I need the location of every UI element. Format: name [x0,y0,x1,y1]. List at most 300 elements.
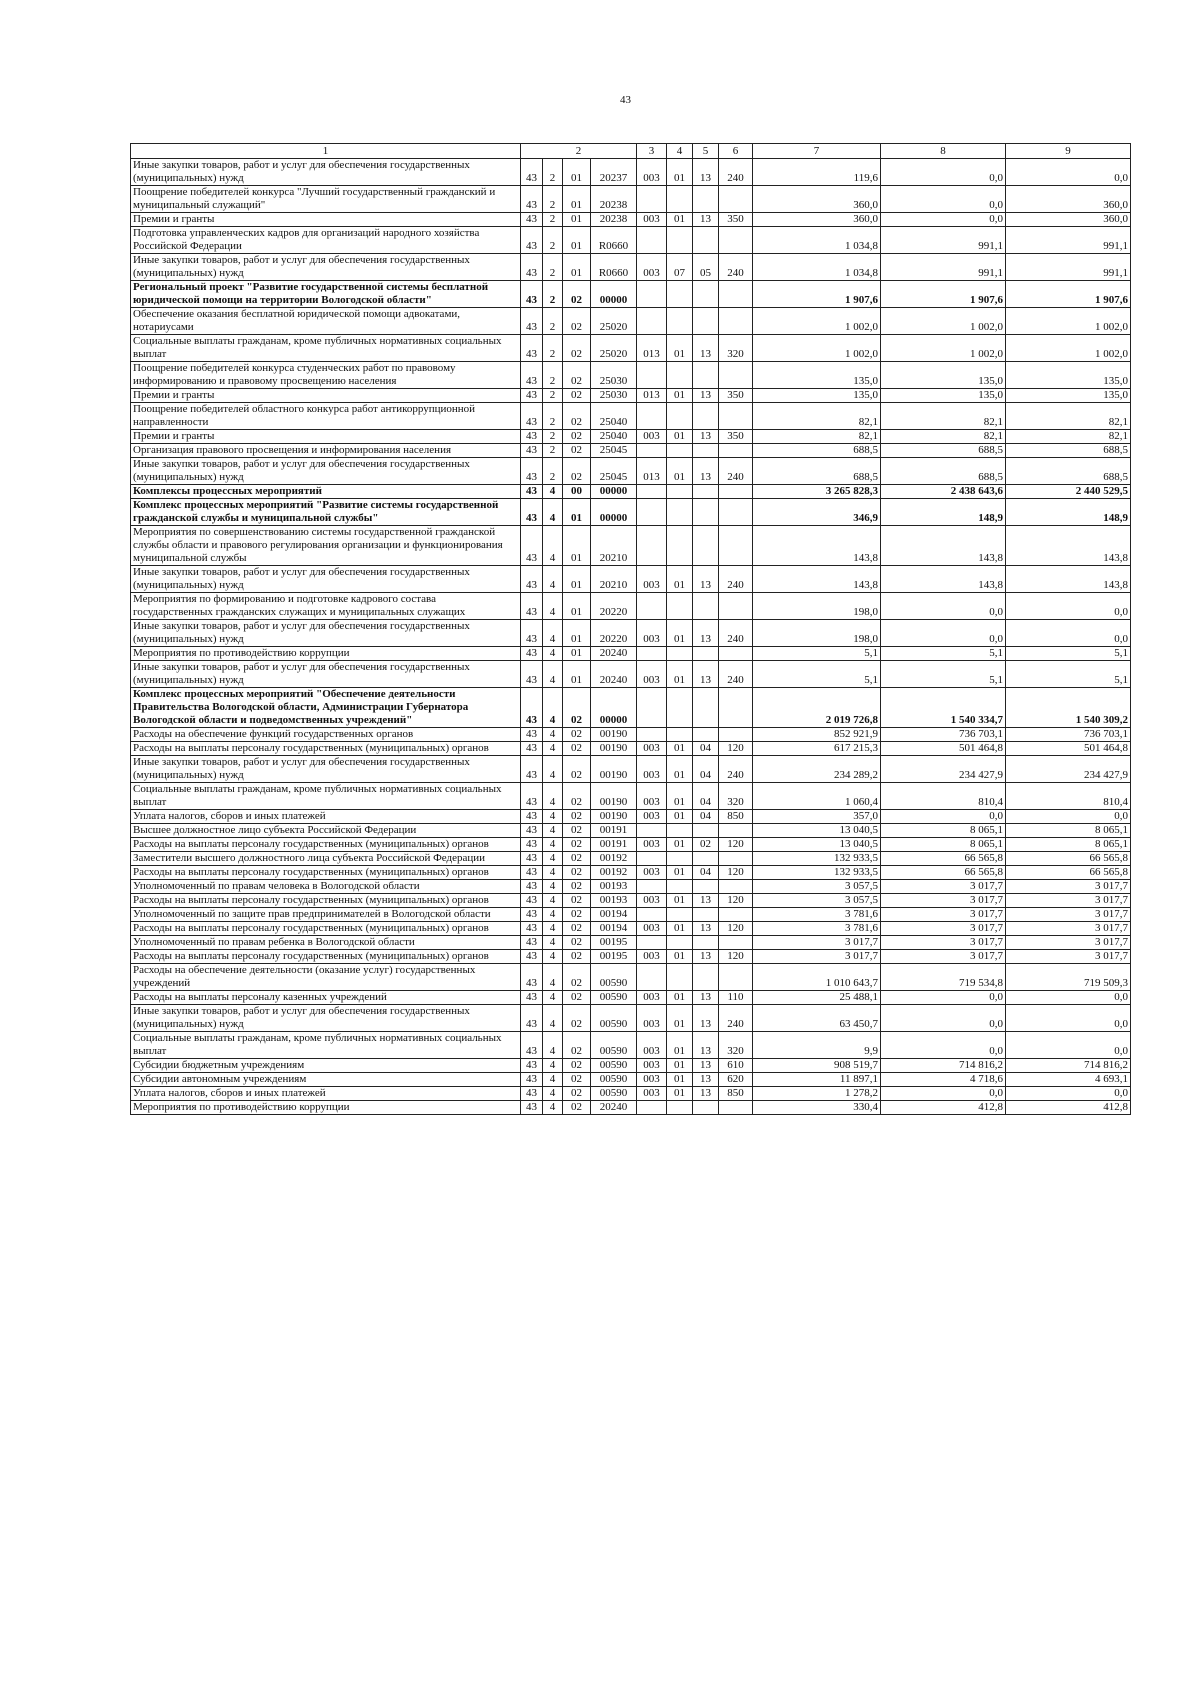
value-col-9: 3 017,7 [1006,894,1131,908]
code-type: 2 [543,458,563,485]
table-row [131,620,1131,647]
value-col-7: 143,8 [753,526,881,566]
code-direction: 20237 [591,159,637,186]
row-name: Расходы на обеспечение функций государственных органов [131,728,521,742]
code-subsection: 13 [693,213,719,227]
table-row [131,499,1131,526]
code-expense-type [719,499,753,526]
value-col-8: 688,5 [881,458,1006,485]
code-department: 003 [637,991,667,1005]
value-col-9: 0,0 [1006,810,1131,824]
code-program: 43 [521,444,543,458]
code-program: 43 [521,1101,543,1115]
code-program: 43 [521,810,543,824]
code-direction: 00590 [591,1073,637,1087]
value-col-7: 1 278,2 [753,1087,881,1101]
budget-table [130,143,1131,1115]
code-subsection [693,824,719,838]
code-expense-type [719,444,753,458]
code-expense-type: 240 [719,159,753,186]
code-program: 43 [521,458,543,485]
code-direction: 00190 [591,742,637,756]
code-subprogram: 01 [563,620,591,647]
code-expense-type: 240 [719,620,753,647]
code-program: 43 [521,728,543,742]
code-type: 4 [543,1059,563,1073]
code-department [637,281,667,308]
value-col-9: 0,0 [1006,593,1131,620]
code-direction: 00590 [591,1005,637,1032]
code-program: 43 [521,159,543,186]
value-col-8: 2 438 643,6 [881,485,1006,499]
table-row [131,783,1131,810]
table-row [131,593,1131,620]
code-direction: 00190 [591,728,637,742]
code-subsection: 13 [693,430,719,444]
code-program: 43 [521,742,543,756]
row-name: Иные закупки товаров, работ и услуг для обеспечения государственных (муниципальных) нужд [131,566,521,593]
code-section: 01 [667,756,693,783]
value-col-8: 719 534,8 [881,964,1006,991]
header-col-6: 6 [719,144,753,159]
code-subsection [693,281,719,308]
code-type: 4 [543,894,563,908]
value-col-7: 908 519,7 [753,1059,881,1073]
code-subprogram: 01 [563,526,591,566]
value-col-8: 412,8 [881,1101,1006,1115]
code-expense-type [719,908,753,922]
code-section [667,485,693,499]
code-subprogram: 02 [563,430,591,444]
code-type: 4 [543,991,563,1005]
value-col-7: 360,0 [753,213,881,227]
code-subsection [693,485,719,499]
code-type: 4 [543,1073,563,1087]
value-col-8: 135,0 [881,362,1006,389]
code-subprogram: 02 [563,922,591,936]
table-row [131,1087,1131,1101]
code-subsection [693,593,719,620]
code-type: 2 [543,159,563,186]
code-subprogram: 02 [563,1059,591,1073]
code-type: 2 [543,308,563,335]
value-col-8: 82,1 [881,403,1006,430]
code-subsection: 02 [693,838,719,852]
code-subsection: 04 [693,810,719,824]
value-col-9: 82,1 [1006,403,1131,430]
row-name: Высшее должностное лицо субъекта Российской Федерации [131,824,521,838]
code-department [637,728,667,742]
value-col-9: 143,8 [1006,566,1131,593]
code-subsection [693,186,719,213]
code-program: 43 [521,647,543,661]
code-direction: 20210 [591,566,637,593]
code-type: 4 [543,688,563,728]
code-type: 4 [543,661,563,688]
header-col-9: 9 [1006,144,1131,159]
table-row [131,159,1131,186]
code-direction: 00193 [591,880,637,894]
code-type: 4 [543,936,563,950]
code-subprogram: 01 [563,566,591,593]
code-direction: 00191 [591,838,637,852]
code-direction: 00190 [591,810,637,824]
table-row [131,444,1131,458]
code-expense-type: 850 [719,810,753,824]
value-col-9: 5,1 [1006,661,1131,688]
code-type: 2 [543,254,563,281]
code-expense-type [719,688,753,728]
code-department [637,688,667,728]
code-department [637,647,667,661]
row-name: Иные закупки товаров, работ и услуг для обеспечения государственных (муниципальных) нужд [131,756,521,783]
code-subprogram: 01 [563,593,591,620]
code-subprogram: 01 [563,661,591,688]
code-expense-type: 240 [719,1005,753,1032]
row-name: Социальные выплаты гражданам, кроме публичных нормативных социальных выплат [131,783,521,810]
code-type: 4 [543,964,563,991]
code-program: 43 [521,964,543,991]
row-name: Мероприятия по совершенствованию системы государственной гражданской службы области и правового регулирования организации и функционирования муниципальной службы [131,526,521,566]
value-col-8: 143,8 [881,526,1006,566]
code-type: 2 [543,227,563,254]
table-row [131,389,1131,403]
code-subprogram: 01 [563,254,591,281]
code-subsection [693,444,719,458]
table-row [131,824,1131,838]
value-col-8: 688,5 [881,444,1006,458]
code-program: 43 [521,894,543,908]
code-program: 43 [521,991,543,1005]
code-department [637,444,667,458]
code-section [667,647,693,661]
table-row [131,403,1131,430]
value-col-7: 1 002,0 [753,335,881,362]
table-row [131,838,1131,852]
value-col-7: 135,0 [753,389,881,403]
table-row [131,756,1131,783]
code-section [667,908,693,922]
code-direction: 00190 [591,783,637,810]
code-subsection: 13 [693,1005,719,1032]
code-expense-type [719,526,753,566]
row-name: Уполномоченный по защите прав предпринимателей в Вологодской области [131,908,521,922]
value-col-9: 1 002,0 [1006,308,1131,335]
code-subprogram: 02 [563,1005,591,1032]
row-name: Иные закупки товаров, работ и услуг для обеспечения государственных (муниципальных) нужд [131,458,521,485]
row-name: Комплекс процессных мероприятий "Обеспечение деятельности Правительства Вологодской области, Администрации Губернатора Вологодской области и подведомственных учреждений" [131,688,521,728]
row-name: Субсидии автономным учреждениям [131,1073,521,1087]
value-col-8: 714 816,2 [881,1059,1006,1073]
table-row [131,430,1131,444]
code-section [667,728,693,742]
code-department: 003 [637,159,667,186]
table-row [131,1059,1131,1073]
value-col-8: 143,8 [881,566,1006,593]
table-row [131,227,1131,254]
code-program: 43 [521,389,543,403]
code-department: 003 [637,922,667,936]
code-program: 43 [521,783,543,810]
value-col-9: 148,9 [1006,499,1131,526]
code-direction: 00190 [591,756,637,783]
value-col-9: 3 017,7 [1006,908,1131,922]
value-col-8: 3 017,7 [881,936,1006,950]
value-col-7: 1 907,6 [753,281,881,308]
value-col-8: 0,0 [881,620,1006,647]
value-col-7: 1 002,0 [753,308,881,335]
code-subprogram: 02 [563,880,591,894]
code-section: 01 [667,894,693,908]
code-type: 4 [543,852,563,866]
value-col-7: 3 781,6 [753,922,881,936]
code-expense-type: 120 [719,866,753,880]
code-expense-type [719,647,753,661]
code-type: 2 [543,362,563,389]
code-section [667,526,693,566]
code-subsection [693,964,719,991]
row-name: Премии и гранты [131,430,521,444]
value-col-8: 135,0 [881,389,1006,403]
value-col-8: 5,1 [881,661,1006,688]
code-direction: 00194 [591,908,637,922]
code-subprogram: 02 [563,444,591,458]
value-col-8: 66 565,8 [881,866,1006,880]
code-subprogram: 02 [563,991,591,1005]
code-direction: 00590 [591,964,637,991]
code-direction: 20238 [591,213,637,227]
table-body [131,159,1131,1115]
code-subprogram: 02 [563,1073,591,1087]
header-col-3: 3 [637,144,667,159]
value-col-8: 148,9 [881,499,1006,526]
table-row [131,566,1131,593]
code-program: 43 [521,852,543,866]
row-name: Уплата налогов, сборов и иных платежей [131,1087,521,1101]
code-expense-type: 120 [719,838,753,852]
table-row [131,991,1131,1005]
code-department: 013 [637,458,667,485]
value-col-8: 736 703,1 [881,728,1006,742]
value-col-8: 1 540 334,7 [881,688,1006,728]
code-section [667,936,693,950]
code-expense-type: 240 [719,458,753,485]
code-subprogram: 02 [563,1087,591,1101]
table-row [131,936,1131,950]
code-department [637,526,667,566]
code-direction: 25040 [591,403,637,430]
code-department: 003 [637,1005,667,1032]
row-name: Расходы на выплаты персоналу казенных учреждений [131,991,521,1005]
code-type: 4 [543,593,563,620]
code-program: 43 [521,880,543,894]
code-type: 4 [543,810,563,824]
value-col-8: 0,0 [881,1087,1006,1101]
row-name: Мероприятия по формированию и подготовке кадрового состава государственных гражданских служащих и муниципальных служащих [131,593,521,620]
value-col-7: 2 019 726,8 [753,688,881,728]
code-expense-type: 350 [719,213,753,227]
code-program: 43 [521,566,543,593]
code-subsection [693,728,719,742]
table-row [131,894,1131,908]
table-row [131,1005,1131,1032]
code-section [667,824,693,838]
code-section: 01 [667,950,693,964]
code-type: 2 [543,444,563,458]
value-col-9: 736 703,1 [1006,728,1131,742]
row-name: Уплата налогов, сборов и иных платежей [131,810,521,824]
code-subsection: 13 [693,620,719,647]
code-type: 2 [543,335,563,362]
value-col-7: 234 289,2 [753,756,881,783]
code-expense-type: 120 [719,894,753,908]
value-col-9: 3 017,7 [1006,922,1131,936]
code-type: 2 [543,430,563,444]
value-col-7: 13 040,5 [753,838,881,852]
code-subprogram: 02 [563,783,591,810]
value-col-8: 0,0 [881,213,1006,227]
code-type: 4 [543,499,563,526]
value-col-8: 5,1 [881,647,1006,661]
code-type: 2 [543,281,563,308]
code-subprogram: 02 [563,728,591,742]
code-subprogram: 02 [563,908,591,922]
code-subprogram: 02 [563,688,591,728]
code-department: 003 [637,620,667,647]
code-direction: 00000 [591,485,637,499]
code-subsection: 13 [693,991,719,1005]
code-subsection: 13 [693,566,719,593]
code-expense-type [719,852,753,866]
code-expense-type: 240 [719,661,753,688]
code-department [637,936,667,950]
code-program: 43 [521,1005,543,1032]
value-col-7: 1 010 643,7 [753,964,881,991]
code-direction: 20240 [591,1101,637,1115]
table-row [131,526,1131,566]
value-col-9: 143,8 [1006,526,1131,566]
code-direction: 00000 [591,499,637,526]
table-row [131,186,1131,213]
code-subsection [693,852,719,866]
code-department: 003 [637,254,667,281]
code-program: 43 [521,1032,543,1059]
header-col-7: 7 [753,144,881,159]
value-col-7: 360,0 [753,186,881,213]
table-row [131,810,1131,824]
code-department: 003 [637,1059,667,1073]
row-name: Расходы на выплаты персоналу государственных (муниципальных) органов [131,922,521,936]
code-section [667,308,693,335]
code-department [637,824,667,838]
row-name: Расходы на выплаты персоналу государственных (муниципальных) органов [131,950,521,964]
row-name: Региональный проект "Развитие государственной системы бесплатной юридической помощи на территории Вологодской области" [131,281,521,308]
code-subsection: 13 [693,661,719,688]
code-type: 4 [543,838,563,852]
code-subprogram: 00 [563,485,591,499]
value-col-7: 617 215,3 [753,742,881,756]
code-direction: 00590 [591,991,637,1005]
value-col-9: 0,0 [1006,991,1131,1005]
code-direction: 20220 [591,620,637,647]
code-expense-type [719,362,753,389]
code-direction: R0660 [591,227,637,254]
table-row [131,866,1131,880]
code-section: 01 [667,922,693,936]
value-col-9: 501 464,8 [1006,742,1131,756]
value-col-8: 3 017,7 [881,922,1006,936]
code-department: 003 [637,1032,667,1059]
code-type: 4 [543,1101,563,1115]
code-direction: 20240 [591,661,637,688]
value-col-7: 135,0 [753,362,881,389]
code-subprogram: 02 [563,894,591,908]
code-type: 4 [543,824,563,838]
table-row [131,281,1131,308]
code-department [637,908,667,922]
value-col-9: 0,0 [1006,1087,1131,1101]
code-direction: 00000 [591,281,637,308]
code-section: 01 [667,742,693,756]
code-type: 2 [543,403,563,430]
value-col-9: 66 565,8 [1006,852,1131,866]
code-subprogram: 02 [563,335,591,362]
row-name: Социальные выплаты гражданам, кроме публичных нормативных социальных выплат [131,335,521,362]
code-type: 4 [543,866,563,880]
code-department: 013 [637,389,667,403]
code-section [667,880,693,894]
code-subsection [693,308,719,335]
code-subsection: 04 [693,866,719,880]
code-subprogram: 02 [563,281,591,308]
value-col-7: 3 781,6 [753,908,881,922]
code-direction: 00195 [591,936,637,950]
value-col-9: 991,1 [1006,227,1131,254]
code-type: 4 [543,620,563,647]
row-name: Мероприятия по противодействию коррупции [131,647,521,661]
code-direction: 00195 [591,950,637,964]
value-col-7: 198,0 [753,620,881,647]
code-type: 4 [543,526,563,566]
code-section: 01 [667,810,693,824]
value-col-7: 82,1 [753,403,881,430]
value-col-9: 719 509,3 [1006,964,1131,991]
value-col-7: 3 057,5 [753,880,881,894]
code-program: 43 [521,922,543,936]
value-col-7: 688,5 [753,458,881,485]
code-section: 01 [667,866,693,880]
code-program: 43 [521,1059,543,1073]
row-name: Премии и гранты [131,213,521,227]
code-subprogram: 02 [563,756,591,783]
code-subprogram: 02 [563,389,591,403]
value-col-7: 132 933,5 [753,852,881,866]
code-direction: 00191 [591,824,637,838]
code-direction: 00590 [591,1032,637,1059]
table-row [131,362,1131,389]
table-row [131,485,1131,499]
code-subprogram: 02 [563,362,591,389]
value-col-7: 1 034,8 [753,254,881,281]
table-row [131,880,1131,894]
table-row [131,458,1131,485]
value-col-9: 412,8 [1006,1101,1131,1115]
value-col-8: 991,1 [881,227,1006,254]
row-name: Расходы на обеспечение деятельности (оказание услуг) государственных учреждений [131,964,521,991]
code-section [667,362,693,389]
code-department [637,1101,667,1115]
value-col-9: 991,1 [1006,254,1131,281]
